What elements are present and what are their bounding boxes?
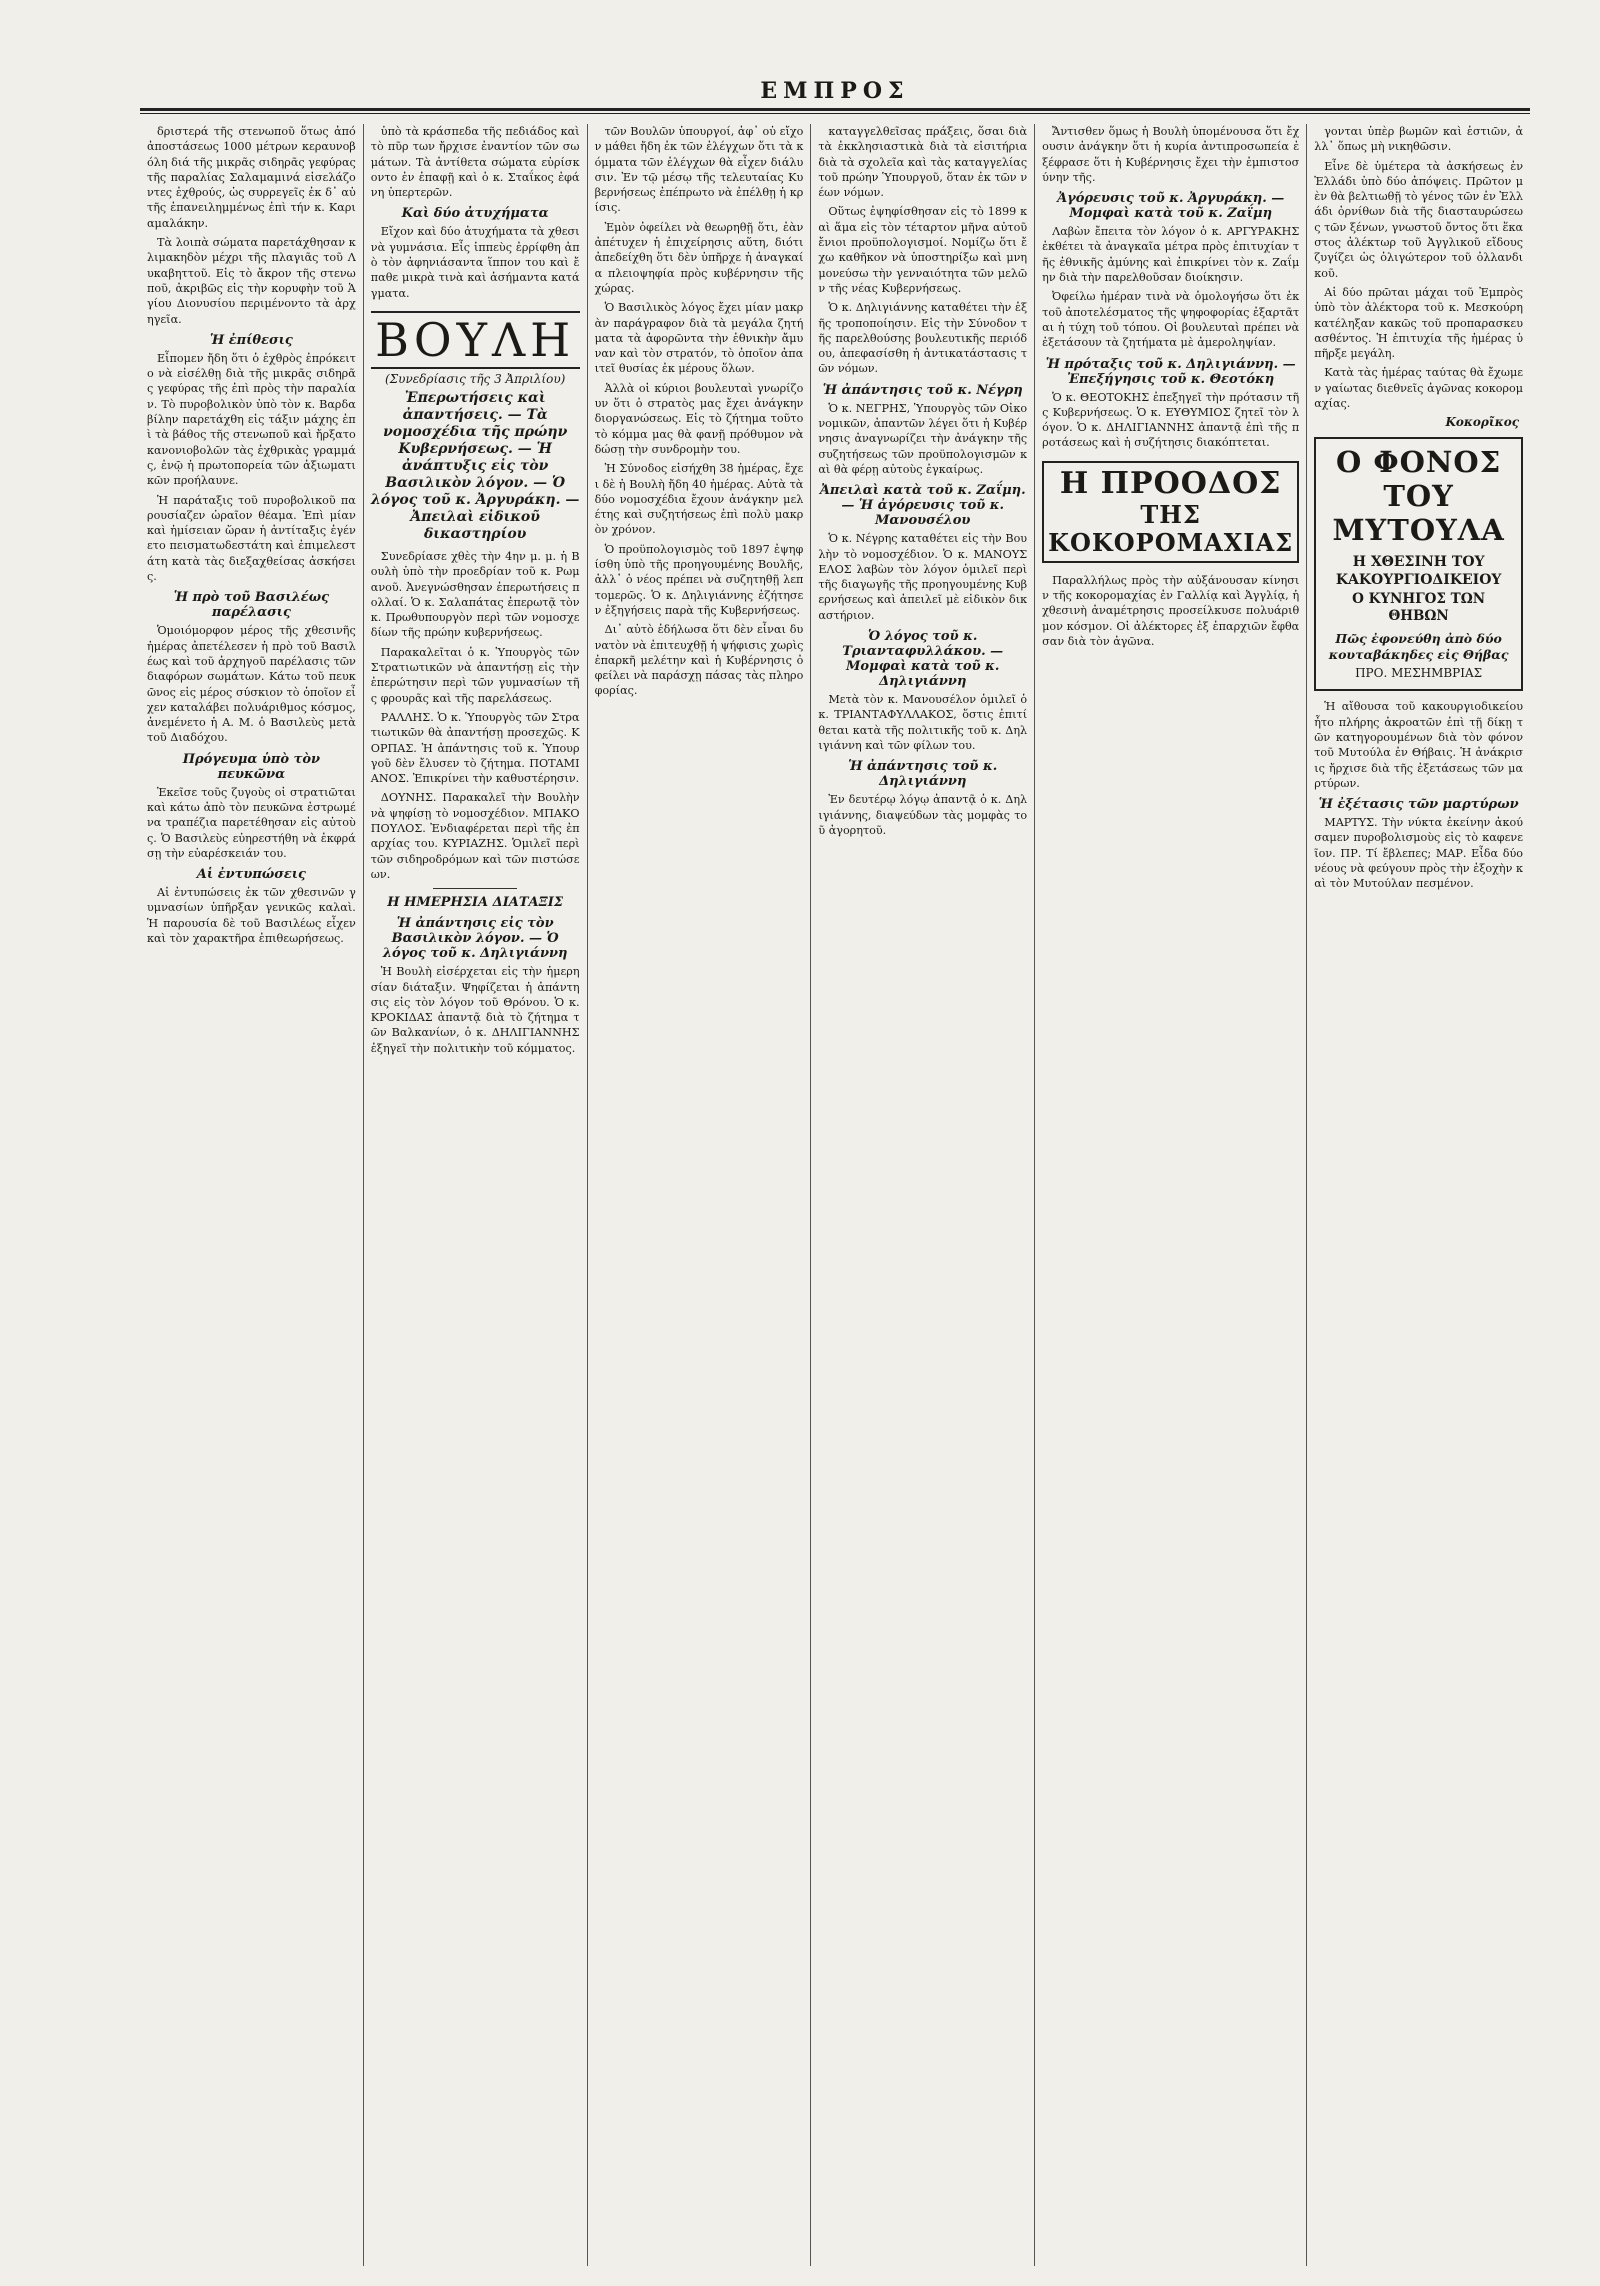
paragraph: Ὁ προϋπολογισμὸς τοῦ 1897 ἐψηφίσθη ὑπὸ τῆς προηγουμένης Βουλῆς, ἀλλ᾽ ὁ νέος πρέπει νὰ συζητηθῇ λεπτομερῶς. Ὁ κ. Δηλιγιάννης ἐζήτησεν ἐξηγήσεις παρὰ τῆς Κυβερνήσεως. — [594, 542, 804, 617]
section-heading: Ὁ λόγος τοῦ κ. Τριανταφυλλάκου. — Μομφαὶ κατὰ τοῦ κ. Δηλιγιάννη — [842, 629, 1004, 690]
parliament-title: ΒΟΥΛΗ — [371, 311, 580, 369]
paragraph: Οὕτως ἐψηφίσθησαν εἰς τὸ 1899 καὶ ἅμα εἰς τὸν τέταρτον μῆνα αὐτοῦ ἔνιοι προϋπολογισμοί. Νομίζω ὅτι ἔχω καθῆκον νὰ ὑποστηρίξω καὶ μνημονεύσω τὴν γενναιότητα τῶν μελῶν τῆς νέας Κυβερνήσεως. — [818, 205, 1028, 295]
section-heading: Αἱ ἐντυπώσεις — [196, 867, 306, 883]
paragraph: Λαβὼν ἔπειτα τὸν λόγον ὁ κ. ΑΡΓΥΡΑΚΗΣ ἐκθέτει τὰ ἀναγκαῖα μέτρα πρὸς ἐπιτυχίαν τῆς ἐθνικῆς ἀμύνης καὶ ἐπικρίνει τὸν κ. Ζαΐμην διὰ τὴν παρελθοῦσαν διοίκησιν. — [1042, 225, 1300, 285]
section-heading: Καὶ δύο ἀτυχήματα — [401, 206, 549, 222]
murder-headline-box — [1314, 437, 1523, 691]
section-heading: Ἀγόρευσις τοῦ κ. Ἀργυράκη. — Μομφαὶ κατὰ τοῦ κ. Ζαΐμη — [1057, 191, 1285, 222]
paragraph: Μετὰ τὸν κ. Μανουσέλον ὁμιλεῖ ὁ κ. ΤΡΙΑΝΤΑΦΥΛΛΑΚΟΣ, ὅστις ἐπιτίθεται κατὰ τῆς πολιτικῆς τοῦ κ. Δηλιγιάννη καὶ τῶν φίλων του. — [818, 693, 1028, 752]
paragraph: Ἡ Βουλὴ εἰσέρχεται εἰς τὴν ἡμερησίαν διάταξιν. Ψηφίζεται ἡ ἀπάντησις εἰς τὸν λόγον τοῦ Θρόνου. Ὁ κ. ΚΡΟΚΙΔΑΣ ἀπαντᾷ διὰ τὸ ζήτημα τῶν Βαλκανίων, ὁ κ. ΔΗΛΙΓΙΑΝΝΗΣ ἐξηγεῖ τὴν πολιτικὴν τοῦ κόμματος. — [370, 965, 580, 1055]
paragraph: Εἴχον καὶ δύο ἀτυχήματα τὰ χθεσινὰ γυμνάσια. Εἷς ἱππεὺς ἐρρίφθη ἀπὸ τὸν ἀφηνιάσαντα ἵππον του καὶ ἔπαθε μικρὰ τινὰ καὶ ἀσήμαντα κατάγματα. — [370, 225, 580, 300]
paragraph: Ἡ παράταξις τοῦ πυροβολικοῦ παρουσίαζεν ὡραῖον θέαμα. Ἐπὶ μίαν καὶ ἡμίσειαν ὥραν ἡ ἀντίταξις ἐγένετο πεισματωδεστάτη καὶ ἐπιμελεστάτη κατὰ τὰς διεξαχθείσας ἀσκήσεις. — [147, 493, 356, 584]
paragraph: Εἶπομεν ἤδη ὅτι ὁ ἐχθρὸς ἐπρόκειτο νὰ εἰσέλθῃ διὰ τῆς μικρᾶς σιδηρᾶς γεφύρας τῆς ἐπὶ πρὸς τὴν παραλίαν. Τὸ πυροβολικὸν ὑπὸ τὸν κ. Βαρδαβίλην παρετάχθη εἰς τάξιν μάχης ἐπὶ τὰ βάθος τῆς στενωποῦ καὶ ἤρξατο κανονιοβολῶν τὰς ἐχθρικὰς γραμμάς, ἐνῷ ἡ πρωτοπορεία τῶν ἀξιωματικῶν προήλαυνε. — [147, 351, 356, 488]
paragraph: Δι᾽ αὐτὸ ἐδήλωσα ὅτι δὲν εἶναι δυνατὸν νὰ ἐπιτευχθῇ ἡ ψήφισις χωρὶς ἐπαρκῆ μελέτην καὶ ἡ Κυβέρνησις ὀφείλει νὰ παράσχῃ πάσας τὰς πληροφορίας. — [594, 623, 804, 698]
section-heading: Ἡ ἀπάντησις τοῦ κ. Νέγρη — [822, 382, 1023, 398]
cockfight-headline-line-2: ΤΗΣ ΚΟΚΟΡΟΜΑΧΙΑΣ — [1048, 499, 1294, 557]
murder-headline-line-3: Ο ΚΥΝΗΓΟΣ ΤΩΝ ΘΗΒΩΝ — [1352, 591, 1486, 625]
section-heading: Ἡ πρὸ τοῦ Βασιλέως παρέλασις — [173, 590, 330, 621]
paragraph: Ὁ κ. ΝΕΓΡΗΣ, Ὑπουργὸς τῶν Οἰκονομικῶν, ἀπαντῶν λέγει ὅτι ἡ Κυβέρνησις ἀναγνωρίζει τὴν ἀνάγκην τῆς συζητήσεως τῶν προϋπολογισμῶν καὶ θὰ φέρῃ αὐτοὺς ἐγκαίρως. — [818, 401, 1028, 476]
paragraph: ΔΟΥΝΗΣ. Παρακαλεῖ τὴν Βουλὴν νὰ ψηφίσῃ τὸ νομοσχέδιον. ΜΠΑΚΟΠΟΥΛΟΣ. Ἐνδιαφέρεται περὶ τῆς ἐπαρχίας του. ΚΥΡΙΑΖΗΣ. Ὁμιλεῖ περὶ τῶν σιδηροδρόμων καὶ τῶν πιστώσεων. — [370, 791, 580, 881]
paragraph: ΡΑΛΛΗΣ. Ὁ κ. Ὑπουργὸς τῶν Στρατιωτικῶν θὰ ἀπαντήσῃ προσεχῶς. ΚΟΡΠΑΣ. Ἡ ἀπάντησις τοῦ κ. Ὑπουργοῦ δὲν ἔλυσεν τὸ ζήτημα. ΠΟΤΑΜΙΑΝΟΣ. Ἐπικρίνει τὴν καθυστέρησιν. — [370, 710, 580, 786]
section-heading: Ἡ ἐπίθεσις — [209, 332, 293, 348]
paragraph: Ὁ Βασιλικὸς λόγος ἔχει μίαν μακρὰν παράγραφον διὰ τὰ μεγάλα ζητήματα τὰ ἀφορῶντα τὴν ἐθνικὴν ἄμυναν καὶ τὸν στρατόν, τὸ ὁποῖον ἀπαιτεῖ θυσίας ἐκ μέρους ὅλων. — [594, 301, 804, 376]
murder-headline-line-5: ΠΡΟ. ΜΕΣΗΜΒΡΙΑΣ — [1355, 666, 1483, 681]
paragraph: Ἐμὸν ὀφείλει νὰ θεωρηθῇ ὅτι, ἐὰν ἀπέτυχεν ἡ ἐπιχείρησις αὕτη, διότι ἀπεδείχθη ὅτι δὲν ὑπῆρχε ἡ ἀναγκαία πλειοψηφία πρὸς κυβέρνησιν τῆς χώρας. — [594, 220, 804, 295]
paragraph: ΜΑΡΤΥΣ. Τὴν νύκτα ἐκείνην ἀκούσαμεν πυροβολισμοὺς εἰς τὸ καφενεῖον. ΠΡ. Τί ἔβλεπες; ΜΑΡ. Εἶδα δύο νέους νὰ φεύγουν πρὸς τὴν ἐξοχὴν καὶ τὸν Μυτούλαν πεσμένον. — [1314, 816, 1524, 891]
column-3 — [588, 124, 812, 2266]
column-4 — [811, 124, 1035, 2266]
paragraph: Συνεδρίασε χθὲς τὴν 4ην μ. μ. ἡ Βουλὴ ὑπὸ τὴν προεδρίαν τοῦ κ. Ρωμανοῦ. Ἀνεγνώσθησαν ἐπερωτήσεις πολλαί. Ὁ κ. Σαλαπάτας ἐπερωτᾷ τὸν κ. Πρωθυπουργὸν περὶ τῶν νομοσχεδίων τῆς πρώην κυβερνήσεως. — [370, 549, 580, 640]
parliament-header — [371, 311, 580, 543]
paragraph: Παρακαλεῖται ὁ κ. Ὑπουργὸς τῶν Στρατιωτικῶν νὰ ἀπαντήσῃ εἰς τὴν ἐπερώτησιν περὶ τῶν γυμνασίων τῆς φρουρᾶς καὶ τῆς παρελάσεως. — [370, 645, 580, 705]
section-heading: Ἀπειλαὶ κατὰ τοῦ κ. Ζαΐμη. — Ἡ ἀγόρευσις τοῦ κ. Μανουσέλου — [819, 483, 1026, 529]
paragraph: Αἱ δύο πρῶται μάχαι τοῦ Ἐμπρὸς ὑπὸ τὸν ἀλέκτορα τοῦ κ. Μεσκούρη κατέληξαν κακῶς τοῦ προπαρασκευασθέντος. Ἡ ἐπιτυχία τῆς ἡμέρας ὑπῆρξε μεγάλη. — [1314, 285, 1524, 361]
masthead-rule-thin — [140, 113, 1530, 114]
paragraph: τῶν Βουλῶν ὑπουργοί, ἀφ᾽ οὐ εἴχον μάθει ἤδη ἐκ τῶν ἐλέγχων ὅτι τὰ κόμματα τῶν ἐλέγχων θὰ εἶχεν διάλυσιν. Ἐν τῷ μέσῳ τῆς τελευταίας Κυβερνήσεως ἐπέπρωτο νὰ ἐπέλθῃ ἡ κρίσις. — [594, 125, 804, 215]
paragraph: Ὁ κ. Δηλιγιάννης καταθέτει τὴν ἑξῆς τροποποίησιν. Εἰς τὴν Σύνοδον τῆς παρελθούσης βουλευτικῆς περιόδου, ἀπεφασίσθη ἡ ἀντικατάστασις τῶν νόμων. — [818, 301, 1028, 376]
paragraph: Ὀφείλω ἡμέραν τινὰ νὰ ὁμολογήσω ὅτι ἐκ τοῦ ἀποτελέσματος τῆς ψηφοφορίας ἐξαρτᾶται ἡ τύχη τοῦ τόπου. Οἱ βουλευταὶ πρέπει νὰ ἐξετάσουν τὰ ζητήματα μὲ ἀμεροληψίαν. — [1042, 290, 1300, 350]
paragraph: ὑπὸ τὰ κράσπεδα τῆς πεδιάδος καὶ τὸ πῦρ των ἤρχισε ἐναντίον τῶν σωμάτων. Τὰ ἀντίθετα σώματα εὑρίσκοντο ἐν ἐπαφῇ καὶ ὁ κ. Σταΐκος ἐφάνη ὑπερτερῶν. — [370, 125, 580, 200]
paragraph: Ἀλλὰ οἱ κύριοι βουλευταὶ γνωρίζουν ὅτι ὁ στρατὸς μας ἔχει ἀνάγκην διοργανώσεως. Εἰς τὸ ζήτημα τοῦτο τὸ κόμμα μας θὰ φανῇ πρόθυμον νὰ δώσῃ τὴν συνδρομὴν του. — [594, 381, 804, 456]
paragraph: Ἐκεῖσε τοῦς ζυγοὺς οἱ στρατιῶται καὶ κάτω ἀπὸ τὸν πευκῶνα ἐστρωμένα τραπέζια παρετέθησαν εἰς αὐτοὺς. Ὁ Βασιλεὺς εὐηρεστήθη νὰ ἐκφράσῃ τὴν εὐαρέσκειάν του. — [147, 785, 356, 860]
cockfight-headline-line-1: Η ΠΡΟΟΔΟΣ — [1059, 465, 1282, 501]
paragraph: δριστερά τῆς στενωποῦ ὅτως ἀπό ἀποστάσεως 1000 μέτρων κεραυνοβόλη διά τῆς μικρᾶς σιδηρᾶς γεφύρας τῆς παραλίας Σαλαμαμινά εἰσελάζοντες ἐχθρούς, ὡς συρρεγεῖς ἐκ δ᾽ αὐτῆς ἐπανειλημμένως ἐπὶ τήν κ. Καριαμαλάκην. — [147, 125, 356, 230]
session-date: (Συνεδρίασις τῆς 3 Ἀπριλίου) — [384, 371, 566, 386]
paragraph: Τὰ λοιπὰ σώματα παρετάχθησαν κλιμακηδὸν μέχρι τῆς πλαγιᾶς τοῦ Λυκαβηττοῦ. Εἰς τὸ ἄκρον τῆς στενωποῦ, ἀκριβῶς εἰς τὴν κορυφὴν τοῦ Ἁγίου Διονυσίου περιμένοντο τὰ ἀρχηγεῖα. — [147, 236, 356, 326]
masthead — [140, 0, 1530, 118]
section-heading: Ἡ πρόταξις τοῦ κ. Δηλιγιάννη. — Ἐπεξήγησις τοῦ κ. Θεοτόκη — [1045, 356, 1296, 387]
paragraph: Κατὰ τὰς ἡμέρας ταύτας θὰ ἔχωμεν γαίωτας διεθνεῖς ἀγῶνας κοκορομαχίας. — [1314, 366, 1524, 411]
section-subheading: Ἡ ἀπάντησις εἰς τὸν Βασιλικὸν λόγον. — Ὁ λόγος τοῦ κ. Δηλιγιάννη — [382, 916, 568, 962]
cockfight-headline-box — [1042, 461, 1299, 563]
paragraph: καταγγελθεῖσας πράξεις, ὅσαι διὰ τὰ ἐκκλησιαστικὰ διὰ τὰ εἰσιτήρια διὰ τὰ σχολεῖα καὶ τὰς καταγγελίας τοῦ πρώην Ὑπουργοῦ, ὅταν ἐκ τῶν νέων νόμων. — [818, 125, 1028, 200]
section-heading: Ἡ ἀπάντησις τοῦ κ. Δηλιγιάννη — [848, 759, 998, 790]
paragraph: Ὁ κ. Νέγρης καταθέτει εἰς τὴν Βουλὴν τὸ νομοσχέδιον. Ὁ κ. ΜΑΝΟΥΣΕΛΟΣ λαβὼν τὸν λόγον ὁμιλεῖ περὶ τῆς διαγωγῆς τῆς προηγουμένης Κυβερνήσεως καὶ ἀπειλεῖ μὲ εἰδικὸν δικαστήριον. — [818, 532, 1028, 622]
masthead-rule — [140, 108, 1530, 111]
divider — [433, 888, 517, 889]
section-heading: Ἡ ἐξέτασις τῶν μαρτύρων — [1318, 797, 1519, 813]
paragraph: Εἶνε δὲ ὑμέτερα τὰ ἀσκήσεως ἐν Ἑλλάδι ὑπὸ δύο ἀπόψεις. Πρῶτον μὲν θὰ βελτιωθῇ τὸ γένος τῶν ἐν Ἑλλάδι ὀρνίθων διὰ τῆς διασταυρώσεως τῶν ξένων, γνωστοῦ ὄντος ὅτι ἕκαστος ἀλέκτωρ τοῦ Ἀγγλικοῦ εἴδους ζυγίζει ὡς ὀλιγώτερον τοῦ ὀλλανδικοῦ. — [1314, 159, 1524, 280]
paragraph: Ὁμοιόμορφον μέρος τῆς χθεσινῆς ἡμέρας ἀπετέλεσεν ἡ πρὸ τοῦ Βασιλέως καὶ τοῦ ἀρχηγοῦ παρέλασις τῶν διαφόρων σωμάτων. Κάτω τοῦ πευκῶνος εἰς μέρος σύσκιον τὸ ὁποῖον εἶχεν καταλάβει πολυάριθμος κόσμος, ἀνεμένετο ἡ Α. Μ. ὁ Βασιλεὺς μετὰ τοῦ Διαδόχου. — [147, 624, 356, 745]
column-6 — [1307, 124, 1530, 2266]
paragraph: Αἱ ἐντυπώσεις ἐκ τῶν χθεσινῶν γυμνασίων ὑπῆρξαν γενικῶς καλαὶ. Ἡ παρουσία δὲ τοῦ Βασιλέως εἶχεν καὶ τὸν χαρακτῆρα ἐπιθεωρήσεως. — [147, 886, 356, 946]
column-1 — [140, 124, 364, 2266]
murder-headline-line-2: Η ΧΘΕΣΙΝΗ ΤΟΥ ΚΑΚΟΥΡΓΙΟΔΙΚΕΙΟΥ — [1335, 554, 1502, 589]
section-heading: Η ΗΜΕΡΗΣΙΑ ΔΙΑΤΑΞΙΣ — [387, 895, 564, 911]
murder-headline-line-4: Πῶς ἐφονεύθη ἀπὸ δύο κουταβάκηδες εἰς Θήβας — [1328, 631, 1509, 663]
columns — [140, 124, 1530, 2266]
paragraph: Ἐν δευτέρῳ λόγῳ ἀπαντᾷ ὁ κ. Δηλιγιάννης, διαψεύδων τὰς μομφὰς τοῦ ἀγορητοῦ. — [818, 793, 1028, 837]
paragraph: Παραλλήλως πρὸς τὴν αὐξάνουσαν κίνησιν τῆς κοκορομαχίας ἐν Γαλλίᾳ καὶ Ἀγγλίᾳ, ἡ χθεσινὴ ἀναμέτρησις προσείλκυσε πολυάριθμον κόσμον. Οἱ ἀλέκτορες ἐξ ἐπαρχιῶν ἔφθασαν διὰ τὸν ἀγῶνα. — [1042, 573, 1300, 648]
paragraph: Ἡ Σύνοδος εἰσήχθη 38 ἡμέρας, ἔχει δὲ ἡ Βουλὴ ἤδη 40 ἡμέρας. Αὐτὰ τὰ δύο νομοσχέδια ἔχουν ἀνάγκην μελέτης καὶ συζητήσεως ἐπὶ πολὺ μακρὸν χρόνον. — [594, 462, 804, 537]
paragraph: γονται ὑπὲρ βωμῶν καὶ ἑστιῶν, ἀλλ᾽ ὅπως μὴ νικηθῶσιν. — [1314, 125, 1524, 154]
article-signature: Κοκορῖκος — [1445, 415, 1520, 430]
paragraph: Ἡ αἴθουσα τοῦ κακουργιοδικείου ἦτο πλήρης ἀκροατῶν ἐπὶ τῇ δίκῃ τῶν κατηγορουμένων διὰ τὸν φόνον τοῦ Μυτούλα ἐν Θήβαις. Ἡ ἀνάκρισις ἤρχισε διὰ τῆς ἐξετάσεως τῶν μαρτύρων. — [1314, 700, 1524, 790]
paragraph: Ὁ κ. ΘΕΟΤΟΚΗΣ ἐπεξηγεῖ τὴν πρότασιν τῆς Κυβερνήσεως. Ὁ κ. ΕΥΘΥΜΙΟΣ ζητεῖ τὸν λόγον. Ὁ κ. ΔΗΛΙΓΙΑΝΝΗΣ ἀπαντᾷ ἐπὶ τῆς προτάσεως καὶ ἡ συζήτησις διακόπτεται. — [1042, 390, 1300, 450]
newspaper-title: ΕΜΠΡΟΣ — [760, 78, 910, 104]
murder-headline-line-1: Ο ΦΟΝΟΣ ΤΟΥ ΜΥΤΟΥΛΑ — [1332, 445, 1505, 548]
session-subtitle: Ἐπερωτήσεις καὶ ἀπαντήσεις. — Τὰ νομοσχέδια τῆς πρώην Κυβερνήσεως. — Ἡ ἀνάπτυξις εἰς τὸν Βασιλικὸν λόγον. — Ὁ λόγος τοῦ κ. Ἀργυράκη. — Ἀπειλαὶ εἰδικοῦ δικαστηρίου — [370, 389, 580, 542]
column-2 — [364, 124, 588, 2266]
column-5 — [1035, 124, 1307, 2266]
paragraph: Ἄντισθεν ὅμως ἡ Βουλὴ ὑπομένουσα ὅτι ἔχουσιν ἀνάγκην ὅτι ἡ κυρία ἀντιπροσωπεία ἐξέφρασε ὅτι ἡ Κυβέρνησις ἔχει τὴν ἐμπιστοσύνην τῆς. — [1042, 125, 1300, 184]
section-heading: Πρόγευμα ὑπὸ τὸν πευκῶνα — [182, 751, 321, 782]
